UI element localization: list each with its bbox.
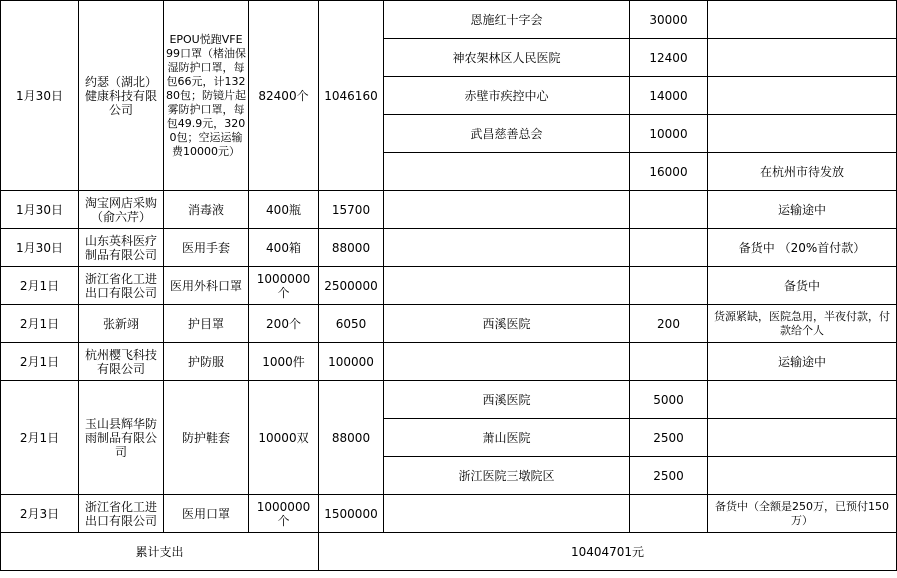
- recipient-cell: 恩施红十字会: [384, 1, 630, 39]
- quantity-cell: 1000000个: [249, 267, 319, 305]
- recipient-cell: 赤壁市疾控中心: [384, 77, 630, 115]
- amount-cell: 100000: [319, 343, 384, 381]
- count-cell: 200: [630, 305, 708, 343]
- amount-cell: 1500000: [319, 495, 384, 533]
- note-cell: 在杭州市待发放: [708, 153, 897, 191]
- table-row: [1, 229, 897, 267]
- note-cell: [708, 457, 897, 495]
- supplier-cell: 张新翊: [79, 305, 164, 343]
- recipient-cell: [384, 267, 630, 305]
- supplier-cell: 浙江省化工进出口有限公司: [79, 267, 164, 305]
- amount-cell: 15700: [319, 191, 384, 229]
- count-cell: [630, 495, 708, 533]
- count-cell: [630, 229, 708, 267]
- supplier-cell: 浙江省化工进出口有限公司: [79, 495, 164, 533]
- date-cell: 1月30日: [1, 191, 79, 229]
- item-cell: 医用口罩: [164, 495, 249, 533]
- item-cell: EPOU悦跑VFE99口罩（楮油保湿防护口罩，每包66元，计13280包；防镜片起雾防护口罩，每包49.9元，3200包；空运运输费10000元）: [164, 1, 249, 191]
- supplier-cell: 杭州樱飞科技有限公司: [79, 343, 164, 381]
- note-cell: [708, 381, 897, 419]
- note-cell: 备货中（全额是250万，已预付150万）: [708, 495, 897, 533]
- amount-cell: 2500000: [319, 267, 384, 305]
- item-cell: 防护鞋套: [164, 381, 249, 495]
- table-row: [1, 381, 897, 419]
- date-cell: 2月1日: [1, 381, 79, 495]
- item-cell: 护防服: [164, 343, 249, 381]
- quantity-cell: 400瓶: [249, 191, 319, 229]
- table-row: [1, 495, 897, 533]
- note-cell: [708, 39, 897, 77]
- count-cell: [630, 267, 708, 305]
- date-cell: 2月1日: [1, 305, 79, 343]
- item-cell: 护目罩: [164, 305, 249, 343]
- recipient-cell: [384, 153, 630, 191]
- quantity-cell: 1000000个: [249, 495, 319, 533]
- table-row: [1, 305, 897, 343]
- amount-cell: 88000: [319, 229, 384, 267]
- note-cell: 货源紧缺，医院急用，半夜付款，付款给个人: [708, 305, 897, 343]
- count-cell: 14000: [630, 77, 708, 115]
- total-row: [1, 533, 897, 571]
- recipient-cell: 浙江医院三墩院区: [384, 457, 630, 495]
- note-cell: 运输途中: [708, 191, 897, 229]
- note-cell: 备货中 （20%首付款）: [708, 229, 897, 267]
- quantity-cell: 200个: [249, 305, 319, 343]
- count-cell: [630, 343, 708, 381]
- count-cell: 10000: [630, 115, 708, 153]
- count-cell: [630, 191, 708, 229]
- date-cell: 2月1日: [1, 343, 79, 381]
- recipient-cell: 神农架林区人民医院: [384, 39, 630, 77]
- recipient-cell: 萧山医院: [384, 419, 630, 457]
- amount-cell: 6050: [319, 305, 384, 343]
- count-cell: 16000: [630, 153, 708, 191]
- quantity-cell: 10000双: [249, 381, 319, 495]
- table-row: [1, 267, 897, 305]
- note-cell: 运输途中: [708, 343, 897, 381]
- supplier-cell: 玉山县辉华防雨制品有限公司: [79, 381, 164, 495]
- total-value: 10404701元: [319, 533, 897, 571]
- recipient-cell: 西溪医院: [384, 305, 630, 343]
- note-cell: 备货中: [708, 267, 897, 305]
- quantity-cell: 400箱: [249, 229, 319, 267]
- quantity-cell: 1000件: [249, 343, 319, 381]
- count-cell: 12400: [630, 39, 708, 77]
- note-cell: [708, 1, 897, 39]
- date-cell: 2月1日: [1, 267, 79, 305]
- recipient-cell: [384, 229, 630, 267]
- date-cell: 1月30日: [1, 229, 79, 267]
- count-cell: 2500: [630, 457, 708, 495]
- date-cell: 1月30日: [1, 1, 79, 191]
- total-label: 累计支出: [1, 533, 319, 571]
- count-cell: 5000: [630, 381, 708, 419]
- item-cell: 医用手套: [164, 229, 249, 267]
- note-cell: [708, 77, 897, 115]
- item-cell: 医用外科口罩: [164, 267, 249, 305]
- recipient-cell: 西溪医院: [384, 381, 630, 419]
- recipient-cell: [384, 343, 630, 381]
- count-cell: 30000: [630, 1, 708, 39]
- supplier-cell: 淘宝网店采购（俞六芹）: [79, 191, 164, 229]
- item-cell: 消毒液: [164, 191, 249, 229]
- recipient-cell: [384, 495, 630, 533]
- supplier-cell: 山东英科医疗制品有限公司: [79, 229, 164, 267]
- table-row: [1, 343, 897, 381]
- date-cell: 2月3日: [1, 495, 79, 533]
- amount-cell: 88000: [319, 381, 384, 495]
- supplier-cell: 约瑟（湖北）健康科技有限公司: [79, 1, 164, 191]
- note-cell: [708, 419, 897, 457]
- table-row: [1, 1, 897, 39]
- note-cell: [708, 115, 897, 153]
- count-cell: 2500: [630, 419, 708, 457]
- quantity-cell: 82400个: [249, 1, 319, 191]
- amount-cell: 1046160: [319, 1, 384, 191]
- table-row: [1, 191, 897, 229]
- recipient-cell: 武昌慈善总会: [384, 115, 630, 153]
- recipient-cell: [384, 191, 630, 229]
